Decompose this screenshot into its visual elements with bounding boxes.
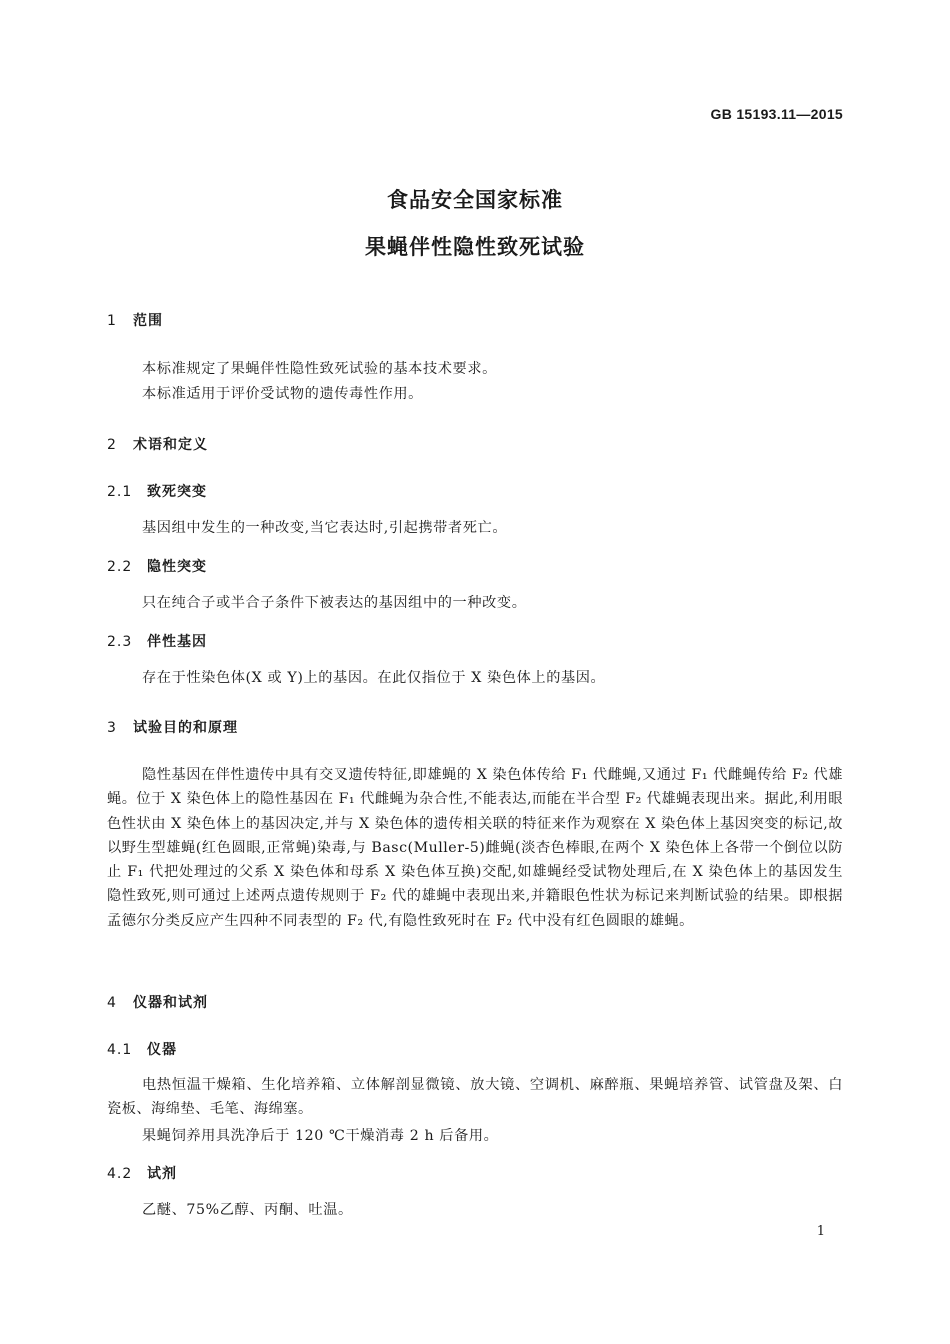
section-title: 仪器和试剂	[133, 995, 208, 1011]
standard-code: GB 15193.11—2015	[710, 106, 843, 122]
section-title: 范围	[133, 313, 163, 329]
section-1-paragraph-2: 本标准适用于评价受试物的遗传毒性作用。	[142, 386, 423, 402]
subsection-title: 隐性突变	[147, 559, 207, 575]
document-subtitle: 果蝇伴性隐性致死试验	[365, 235, 585, 259]
subsection-title: 试剂	[147, 1166, 177, 1182]
section-title: 术语和定义	[133, 437, 208, 453]
subsection-4-1-heading	[107, 1039, 177, 1059]
page-number: 1	[816, 1224, 825, 1239]
subsection-2-3-paragraph: 存在于性染色体(X 或 Y)上的基因。在此仅指位于 X 染色体上的基因。	[142, 670, 606, 686]
section-4-heading	[107, 992, 208, 1012]
subsection-number: 2.3	[107, 634, 133, 650]
subsection-title: 伴性基因	[147, 634, 207, 650]
section-3-paragraph: 隐性基因在伴性遗传中具有交叉遗传特征,即雄蝇的 X 染色体传给 F₁ 代雌蝇,又通过 F₁ 代雌蝇传给 F₂ 代雄蝇。位于 X 染色体上的隐性基因在 F₁ 代雌蝇为杂合性,不能表达,而能在半合型 F₂ 代雄蝇表现出来。据此,利用眼色性状由 X 染色体上的基因决定,并与 X 染色体的遗传相关联的特征来作为观察在 X 染色体上基因突变的标记,故以野生型雄蝇(红色圆眼,正常蝇)染毒,与 Basc(Muller-5)雌蝇(淡杏色棒眼,在两个 X 染色体上各带一个倒位以防止 F₁ 代把处理过的父系 X 染色体和母系 X 染色体互换)交配,如雄蝇经受试物处理后,在 X 染色体上的基因发生隐性致死,则可通过上述两点遗传规则于 F₂ 代的雄蝇中表现出来,并籍眼色性状为标记来判断试验的结果。即根据孟德尔分类反应产生四种不同表型的 F₂ 代,有隐性致死时在 F₂ 代中没有红色圆眼的雄蝇。	[107, 767, 843, 929]
section-title: 试验目的和原理	[133, 720, 238, 736]
subsection-4-1-paragraph-1: 电热恒温干燥箱、生化培养箱、立体解剖显微镜、放大镜、空调机、麻醉瓶、果蝇培养管、试管盘及架、白瓷板、海绵垫、毛笔、海绵塞。	[107, 1077, 843, 1118]
subsection-2-2-paragraph: 只在纯合子或半合子条件下被表达的基因组中的一种改变。	[142, 595, 527, 611]
section-1-heading	[107, 310, 163, 330]
subsection-number: 4.1	[107, 1042, 133, 1058]
section-1-paragraph-1: 本标准规定了果蝇伴性隐性致死试验的基本技术要求。	[142, 361, 497, 377]
subsection-title: 致死突变	[147, 484, 207, 500]
subsection-2-1-heading	[107, 481, 207, 501]
section-number: 4	[107, 995, 117, 1011]
section-2-heading	[107, 434, 208, 454]
subsection-2-2-heading	[107, 556, 207, 576]
subsection-4-2-paragraph: 乙醚、75%乙醇、丙酮、吐温。	[142, 1202, 353, 1218]
section-number: 3	[107, 720, 117, 736]
subsection-number: 2.2	[107, 559, 133, 575]
subsection-number: 2.1	[107, 484, 133, 500]
subsection-4-2-heading	[107, 1163, 177, 1183]
subsection-2-1-paragraph: 基因组中发生的一种改变,当它表达时,引起携带者死亡。	[142, 520, 508, 536]
section-number: 2	[107, 437, 117, 453]
document-title: 食品安全国家标准	[387, 188, 563, 212]
subsection-number: 4.2	[107, 1166, 133, 1182]
section-number: 1	[107, 313, 117, 329]
section-3-heading	[107, 717, 238, 737]
subsection-title: 仪器	[147, 1042, 177, 1058]
subsection-4-1-paragraph-2: 果蝇饲养用具洗净后于 120 ℃干燥消毒 2 h 后备用。	[142, 1128, 499, 1144]
subsection-2-3-heading	[107, 631, 207, 651]
